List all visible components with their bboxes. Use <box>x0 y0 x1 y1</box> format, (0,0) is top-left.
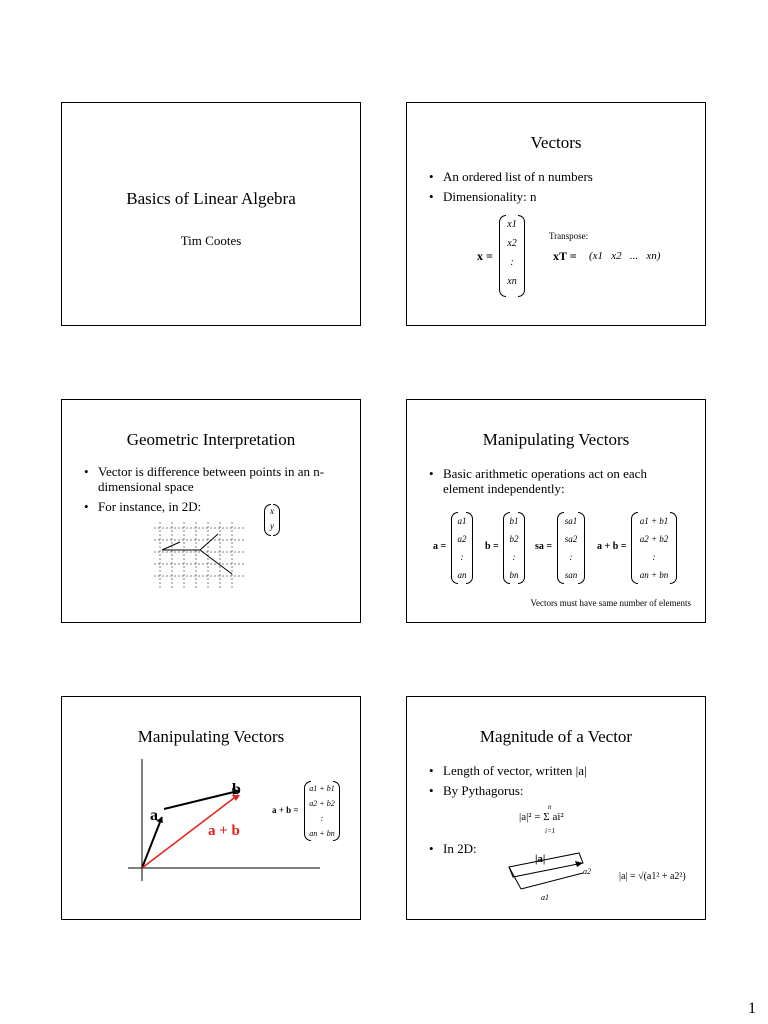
vector-element: : <box>510 257 514 268</box>
vector-element: sa1 <box>564 516 578 526</box>
b-equals-label: b = <box>485 541 499 552</box>
transpose-label: Transpose: <box>549 231 589 241</box>
x-column-vector <box>499 215 525 297</box>
sa-equals-label: sa = <box>535 541 553 552</box>
vector-element: y <box>270 521 274 531</box>
a-plus-b-column-vector <box>631 512 677 584</box>
page-number: 1 <box>748 1000 756 1017</box>
slide-manipulating-vectors-arithmetic <box>406 399 706 623</box>
vector-element: : <box>512 552 516 562</box>
b-column-vector <box>503 512 525 584</box>
vector-element: : <box>652 552 656 562</box>
x-transpose-label: xT = <box>553 249 577 263</box>
slide-vectors <box>406 102 706 326</box>
sa-column-vector <box>557 512 585 584</box>
x-transpose-row-vector: (x1 x2 ... xn) <box>589 250 661 262</box>
label-b: b <box>232 781 241 798</box>
slide-manipulating-vectors-diagram <box>61 696 361 920</box>
bullet-item: • Dimensionality: n <box>429 189 537 204</box>
bullet-item: • Basic arithmetic operations act on each element independently: <box>429 466 647 496</box>
grid-vector-diagram <box>150 516 252 594</box>
vector-element: an <box>457 570 467 580</box>
bullet-list <box>429 466 691 501</box>
vector-element: bn <box>509 570 519 580</box>
vector-element: san <box>564 570 578 580</box>
slide-magnitude-of-a-vector <box>406 696 706 920</box>
a-plus-b-equals-label: a + b = <box>597 541 627 552</box>
vector-element: x <box>270 506 274 516</box>
a-equals-label: a = <box>433 541 447 552</box>
sum-lower-limit: i=1 <box>545 827 556 835</box>
label-a1: a1 <box>541 893 549 902</box>
slide-title: Magnitude of a Vector <box>479 727 633 746</box>
x-equals-label: x = <box>477 249 493 263</box>
slide-basics-of-linear-algebra <box>61 102 361 326</box>
label-magnitude-a: |a| <box>535 853 546 865</box>
bullet-item: • Length of vector, written |a| <box>429 763 587 778</box>
bullet-item: • By Pythagorus: <box>429 783 524 798</box>
vector-element: an + bn <box>639 570 669 580</box>
vector-element: b2 <box>509 534 519 544</box>
bullet-list <box>429 169 691 209</box>
a-plus-b-column-vector <box>304 781 340 841</box>
slide-title: Vectors <box>530 133 582 152</box>
vector-element: a1 + b1 <box>639 516 669 526</box>
vector-element: an + bn <box>309 829 335 838</box>
vector-element: a2 + b2 <box>309 799 335 808</box>
vector-element: a1 + b1 <box>309 784 335 793</box>
bullet-item: • An ordered list of n numbers <box>429 169 593 184</box>
bullet-item: • For instance, in 2D: <box>84 499 202 514</box>
label-a: a <box>150 807 158 824</box>
slide-author: Tim Cootes <box>180 233 242 248</box>
vector-element: x1 <box>507 219 517 230</box>
vector-element: a1 <box>457 516 467 526</box>
vector-element: b1 <box>509 516 519 526</box>
bullet-item: • In 2D: <box>429 841 477 856</box>
note-same-elements: Vectors must have same number of elements <box>530 598 691 608</box>
bullet-list <box>429 763 691 803</box>
slide-title: Manipulating Vectors <box>482 430 630 449</box>
bullet-item: • Vector is difference between points in an n-dimensional space <box>84 464 325 494</box>
magnitude-2d-formula: |a| = √(a1² + a2²) <box>619 871 686 882</box>
label-a2: a2 <box>583 867 591 876</box>
slide-geometric-interpretation <box>61 399 361 623</box>
sum-upper-limit: n <box>548 803 552 811</box>
a-column-vector <box>451 512 473 584</box>
slide-title: Basics of Linear Algebra <box>126 189 296 208</box>
a-plus-b-equals-label: a + b = <box>272 805 299 815</box>
vector-element: : <box>460 552 464 562</box>
vector-element: : <box>569 552 573 562</box>
xy-column-vector <box>264 504 280 536</box>
vector-element: a2 <box>457 534 467 544</box>
vector-element: x2 <box>507 238 517 249</box>
pythagoras-diagram <box>507 843 591 891</box>
vector-element: sa2 <box>564 534 578 544</box>
magnitude-sum-formula: |a|² = Σ ai² <box>519 811 564 823</box>
bullet-list <box>84 464 340 519</box>
vector-element: a2 + b2 <box>639 534 669 544</box>
slide-title: Geometric Interpretation <box>126 430 296 449</box>
label-a-plus-b: a + b <box>208 823 240 839</box>
vector-element: xn <box>507 276 517 287</box>
vector-element: : <box>320 814 324 823</box>
slide-title: Manipulating Vectors <box>137 727 285 746</box>
